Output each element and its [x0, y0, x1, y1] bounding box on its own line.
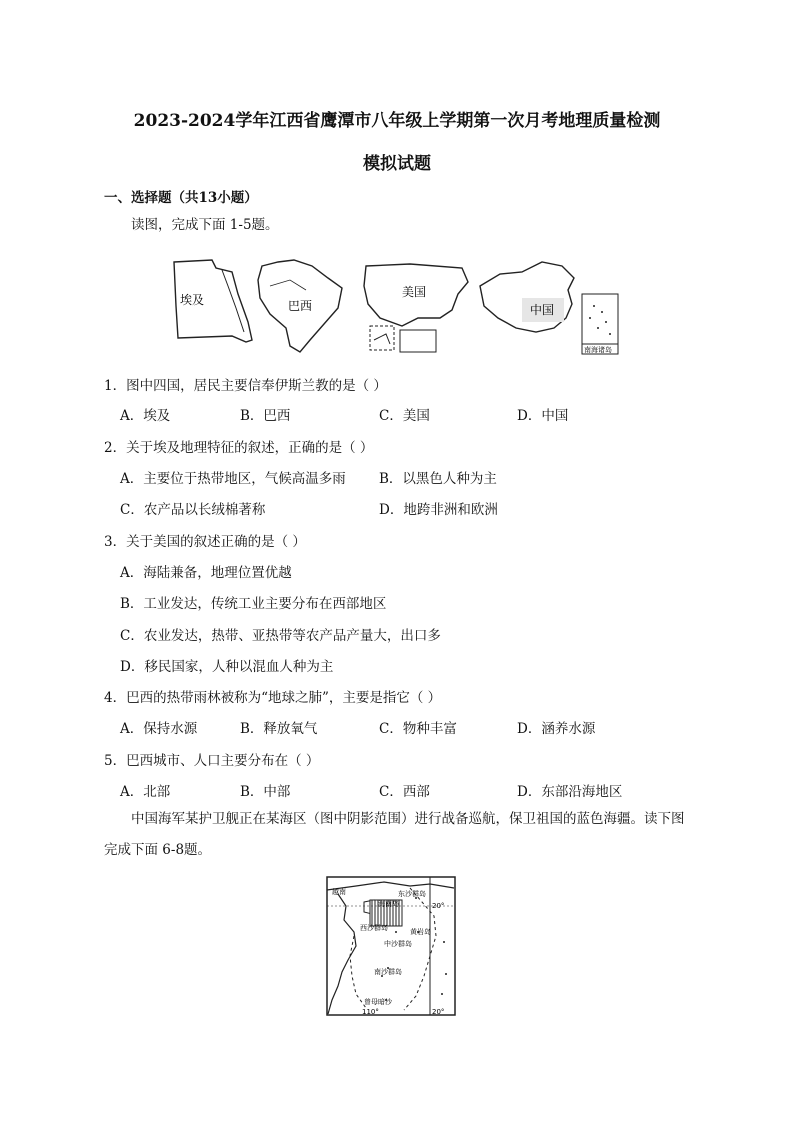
map2-lon-110: 110°	[362, 1008, 379, 1016]
question-3: 3．关于美国的叙述正确的是（ ）	[104, 534, 306, 550]
q1-option-d[interactable]: D．中国	[517, 408, 569, 424]
q5-option-c[interactable]: C．西部	[379, 784, 430, 800]
map2-label-huangyan: 黄岩岛	[410, 928, 431, 936]
document-title: 2023-2024学年江西省鹰潭市八年级上学期第一次月考地理质量检测	[133, 111, 661, 131]
four-countries-map	[170, 256, 622, 362]
q5-option-b[interactable]: B．中部	[240, 784, 291, 800]
q3-option-b[interactable]: B．工业发达，传统工业主要分布在西部地区	[120, 596, 387, 612]
map2-label-hainan: 海南岛	[378, 900, 399, 908]
map-label-brazil: 巴西	[288, 299, 313, 313]
map-label-china: 中国	[530, 303, 555, 317]
map-inset-label: 南海诸岛	[584, 346, 612, 354]
intro-text-2: 中国海军某护卫舰正在某海区（图中阴影范围）进行战备巡航，保卫祖国的蓝色海疆。读下图完成下面 6-8题。	[104, 811, 685, 858]
q4-option-d[interactable]: D．涵养水源	[517, 721, 596, 737]
q2-option-a[interactable]: A．主要位于热带地区，气候高温多雨	[120, 471, 346, 487]
q3-option-d[interactable]: D．移民国家，人种以混血人种为主	[120, 659, 334, 675]
question-5: 5．巴西城市、人口主要分布在（ ）	[104, 753, 320, 769]
map2-label-zhongsha: 中沙群岛	[384, 940, 412, 948]
q4-option-c[interactable]: C．物种丰富	[379, 721, 457, 737]
q1-option-a[interactable]: A．埃及	[120, 408, 171, 424]
q3-option-c[interactable]: C．农业发达，热带、亚热带等农产品产量大，出口多	[120, 628, 441, 644]
south-china-sea-map	[326, 876, 456, 1016]
q5-option-d[interactable]: D．东部沿海地区	[517, 784, 623, 800]
question-2: 2．关于埃及地理特征的叙述，正确的是（ ）	[104, 440, 374, 456]
map2-label-xisha: 西沙群岛	[360, 924, 388, 932]
map2-label-nansha: 南沙群岛	[374, 968, 402, 976]
map2-label-vietnam: 越南	[332, 888, 346, 896]
map2-lat-20: 20°	[432, 902, 445, 910]
map2-label-dongsha: 东沙群岛	[398, 890, 426, 898]
map2-lon-right: 20°	[432, 1008, 445, 1016]
q4-option-b[interactable]: B．释放氧气	[240, 721, 318, 737]
q3-option-a[interactable]: A．海陆兼备，地理位置优越	[120, 565, 292, 581]
intro-text-1: 读图，完成下面 1-5题。	[131, 217, 279, 233]
document-subtitle: 模拟试题	[363, 154, 431, 174]
q1-option-b[interactable]: B．巴西	[240, 408, 291, 424]
q2-option-c[interactable]: C．农产品以长绒棉著称	[120, 502, 266, 518]
section-heading: 一、选择题（共13小题）	[104, 190, 258, 206]
q4-option-a[interactable]: A．保持水源	[120, 721, 198, 737]
map2-label-zengmu: 曾母暗沙	[364, 998, 392, 1006]
q5-option-a[interactable]: A．北部	[120, 784, 171, 800]
map-label-usa: 美国	[402, 285, 427, 299]
map-label-egypt: 埃及	[180, 293, 205, 307]
q2-option-d[interactable]: D．地跨非洲和欧洲	[379, 502, 498, 518]
usa-outline	[364, 264, 468, 352]
question-1: 1．图中四国，居民主要信奉伊斯兰教的是（ ）	[104, 378, 387, 394]
q1-option-c[interactable]: C．美国	[379, 408, 430, 424]
q2-option-b[interactable]: B．以黑色人种为主	[379, 471, 497, 487]
question-4: 4．巴西的热带雨林被称为“地球之肺”，主要是指它（ ）	[104, 690, 442, 706]
